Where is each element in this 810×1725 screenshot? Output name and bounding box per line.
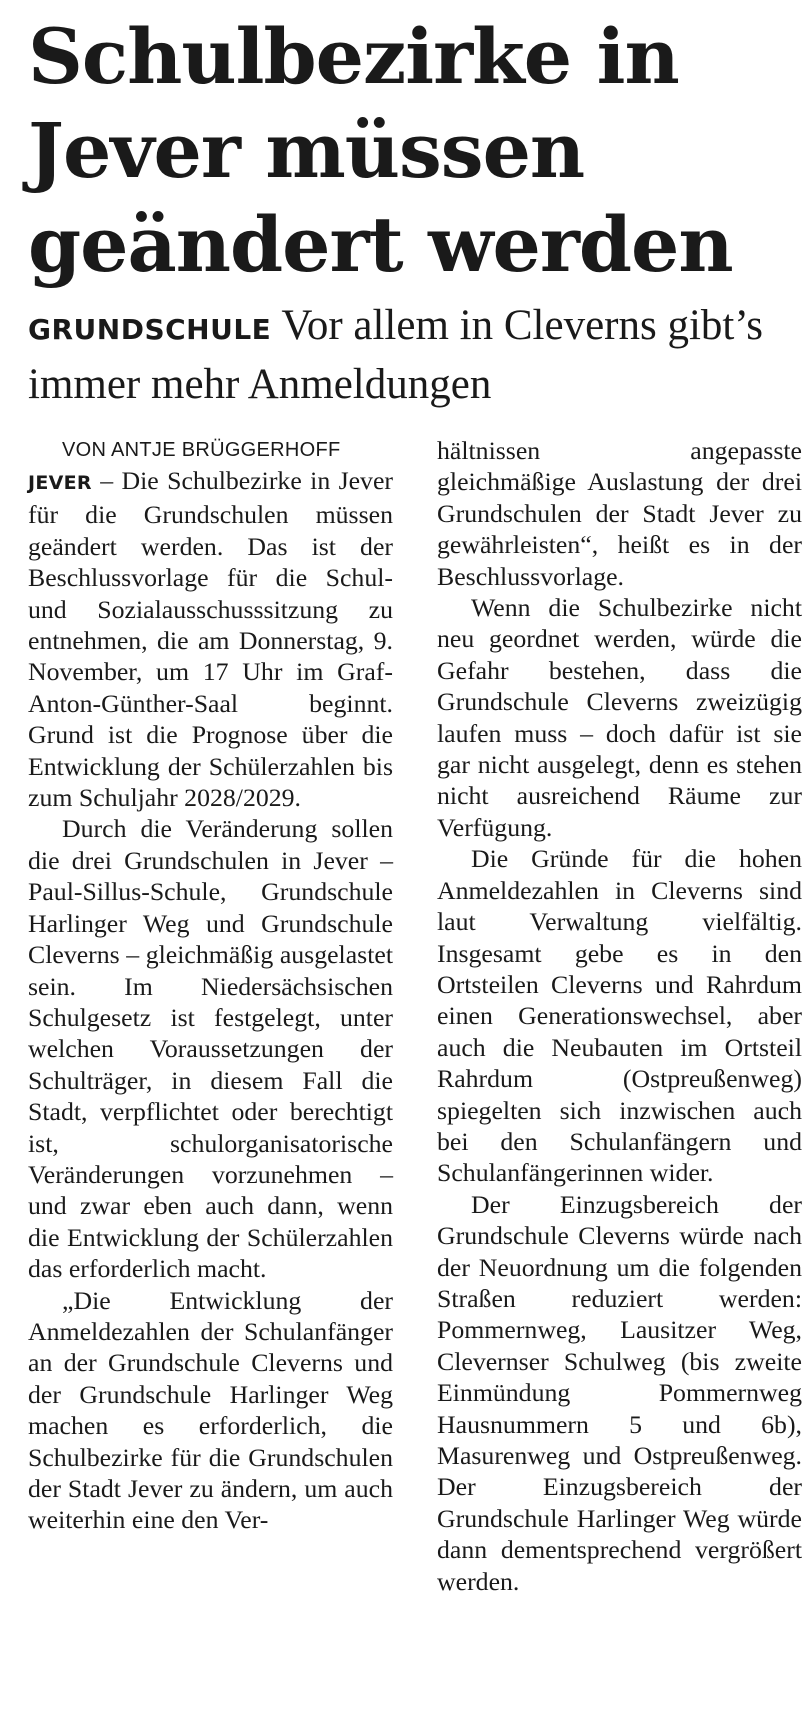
paragraph-intro [28, 465, 393, 813]
byline: VON ANTJE BRÜGGERHOFF [62, 439, 341, 461]
article-column-right [437, 435, 802, 1597]
paragraph-2: Durch die Veränderung sollen die drei Grundschulen in Jever – Paul-Sillus-Schule, Grundschule Harlinger Weg und Grundschule Cleverns – gleichmäßig ausgelastet sein. Im Niedersächsischen Schulgesetz ist festgelegt, unter welchen Voraussetzungen der Schulträger, in diesem Fall die Stadt, verpflichtet oder berechtigt ist, schulorganisatorische Veränderungen vorzunehmen – und zwar eben auch dann, wenn die Entwicklung der Schülerzahlen das erforderlich macht. [28, 814, 393, 1284]
paragraph-3-part-2: hältnissen angepasste gleichmäßige Auslastung der drei Grundschulen der Stadt Jever zu gewährleisten“, heißt es in der Beschlussvorlage. [437, 436, 802, 591]
paragraph-5: Die Gründe für die hohen Anmeldezahlen in Cleverns sind laut Verwaltung vielfältig. Insgesamt gebe es in den Ortsteilen Cleverns und Rahrdum einen Generationswechsel, aber auch die Neubauten im Ortsteil Rahrdum (Ostpreußenweg) spiegelten sich inzwischen auch bei den Schulanfängern und Schulanfängerinnen wider. [437, 844, 802, 1188]
subheadline: Vor allem in Cleverns gibt’s immer mehr Anmeldungen [28, 302, 764, 408]
subheadline-block [28, 298, 788, 412]
paragraph-4: Wenn die Schulbezirke nicht neu geordnet werden, würde die Gefahr bestehen, dass die Grundschule Cleverns zweizügig laufen muss – doch dafür ist sie gar nicht ausgelegt, denn es stehen nicht ausreichend Räume zur Verfügung. [437, 593, 802, 842]
paragraph-3-part-1: „Die Entwicklung der Anmeldezahlen der Schulanfänger an der Grundschule Cleverns und der Grundschule Harlinger Weg machen es erforderlich, die Schulbezirke für die Grundschulen der Stadt Jever zu ändern, um auch weiterhin eine den Ver- [28, 1285, 393, 1535]
dateline: JEVER [28, 472, 92, 494]
article-column-left [28, 435, 393, 1536]
paragraph-intro-text: – Die Schulbezirke in Jever für die Grundschulen müssen geändert werden. Das ist der Beschlussvorlage für die Schul- und Sozialausschusssitzung zu entnehmen, die am Donnerstag, 9. November, um 17 Uhr im Graf-Anton-Günther-Saal beginnt. Grund ist die Prognose über die Entwicklung der Schülerzahlen bis zum Schuljahr 2028/2029. [28, 466, 394, 813]
paragraph-6: Der Einzugsbereich der Grundschule Cleverns würde nach der Neuordnung um die folgenden Straßen reduziert werden: Pommernweg, Lausitzer Weg, Clevernser Schulweg (bis zweite Einmündung Pommernweg Hausnummern 5 und 6b), Masurenweg und Ostpreußenweg. Der Einzugsbereich der Grundschule Harlinger Weg würde dann dementsprechend vergrößert werden. [437, 1189, 802, 1596]
headline: Schulbezirke in Jever müssen geändert werden [28, 12, 733, 289]
kicker-label: GRUNDSCHULE [28, 313, 272, 346]
